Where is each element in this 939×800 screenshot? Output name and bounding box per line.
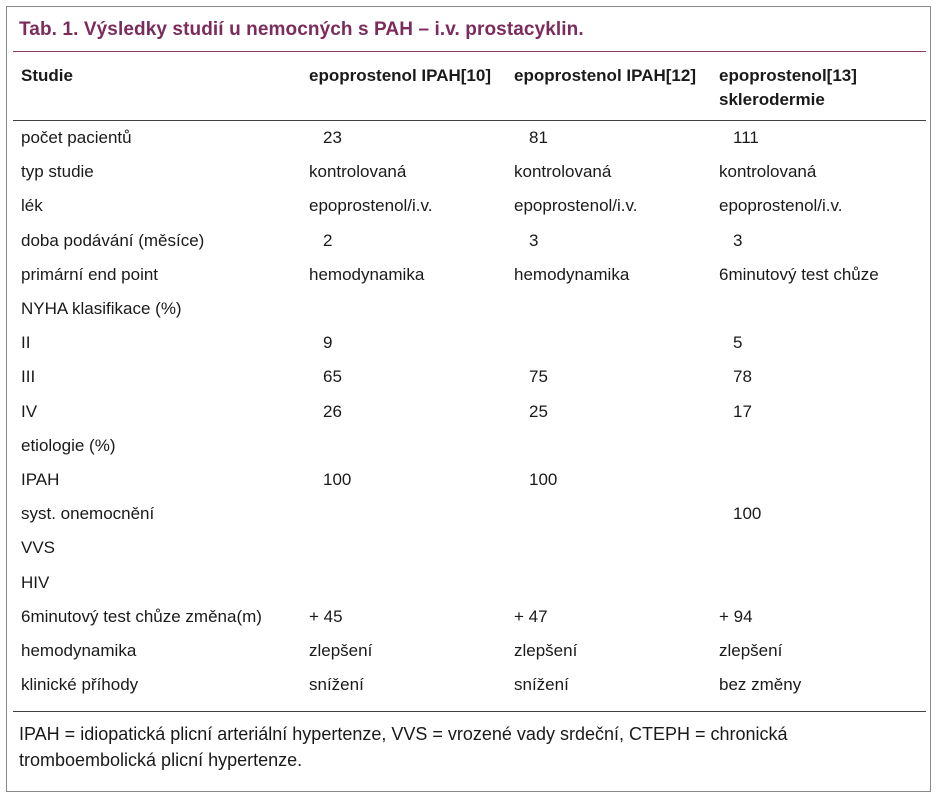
row-value-col-3: 3 (733, 231, 743, 250)
row-label: počet pacientů (21, 128, 132, 147)
row-value-col-2: snížení (514, 675, 569, 694)
header-studie: Studie (21, 66, 73, 85)
row-value-col-3: bez změny (719, 675, 802, 694)
row-value-col-1: 23 (323, 128, 342, 147)
row-value-col-1: + 45 (309, 607, 343, 626)
row-value-col-3: 5 (733, 333, 743, 352)
row-value-col-1: 65 (323, 367, 342, 386)
row-value-col-3: 78 (733, 367, 752, 386)
row-label: II (21, 333, 31, 352)
row-label: doba podávání (měsíce) (21, 231, 205, 250)
table-title: Tab. 1. Výsledky studií u nemocných s PAH – i.v. prostacyklin. (19, 19, 584, 40)
row-value-col-1: 9 (323, 333, 333, 352)
row-value-col-3: kontrolovaná (719, 162, 817, 181)
row-value-col-2: kontrolovaná (514, 162, 612, 181)
row-value-col-2: + 47 (514, 607, 548, 626)
row-value-col-3: epoprostenol/i.v. (719, 196, 843, 215)
row-label: III (21, 367, 36, 386)
row-value-col-1: 2 (323, 231, 333, 250)
row-value-col-3: 111 (733, 128, 759, 147)
row-value-col-1: kontrolovaná (309, 162, 407, 181)
footer-divider (13, 711, 926, 712)
table-frame (6, 6, 931, 792)
row-value-col-1: epoprostenol/i.v. (309, 196, 433, 215)
row-label: 6minutový test chůze změna(m) (21, 607, 262, 626)
row-value-col-2: 25 (529, 402, 548, 421)
row-value-col-2: 81 (529, 128, 548, 147)
row-label: typ studie (21, 162, 94, 181)
row-value-col-1: 100 (323, 470, 352, 489)
row-value-col-3: 100 (733, 504, 762, 523)
row-value-col-1: zlepšení (309, 641, 373, 660)
row-value-col-3: + 94 (719, 607, 753, 626)
header-col-2: epoprostenol IPAH[12] (514, 66, 696, 85)
row-value-col-3: zlepšení (719, 641, 783, 660)
row-value-col-2: epoprostenol/i.v. (514, 196, 638, 215)
row-label: NYHA klasifikace (%) (21, 299, 182, 318)
row-value-col-1: snížení (309, 675, 364, 694)
row-label: lék (21, 196, 43, 215)
row-label: hemodynamika (21, 641, 137, 660)
row-value-col-1: 26 (323, 402, 342, 421)
row-value-col-3: 17 (733, 402, 752, 421)
row-label: IV (21, 402, 38, 421)
row-label: syst. onemocnění (21, 504, 155, 523)
row-value-col-2: 3 (529, 231, 539, 250)
header-col-3-line1: epoprostenol[13] (719, 66, 857, 85)
title-divider (13, 51, 926, 52)
row-value-col-2: 75 (529, 367, 548, 386)
footnote: IPAH = idiopatická plicní arteriální hypertenze, VVS = vrozené vady srdeční, CTEPH = chronická tromboembolická plicní hypertenze. (19, 724, 788, 770)
row-value-col-3: 6minutový test chůze (719, 265, 879, 284)
row-label: VVS (21, 538, 56, 557)
row-label: klinické příhody (21, 675, 139, 694)
header-col-1: epoprostenol IPAH[10] (309, 66, 491, 85)
row-label: IPAH (21, 470, 60, 489)
header-divider (13, 120, 926, 121)
row-value-col-1: hemodynamika (309, 265, 425, 284)
row-value-col-2: 100 (529, 470, 558, 489)
row-label: etiologie (%) (21, 436, 116, 455)
row-value-col-2: hemodynamika (514, 265, 630, 284)
header-col-3-line2: sklerodermie (719, 90, 825, 109)
row-label: primární end point (21, 265, 159, 284)
row-value-col-2: zlepšení (514, 641, 578, 660)
row-label: HIV (21, 573, 50, 592)
